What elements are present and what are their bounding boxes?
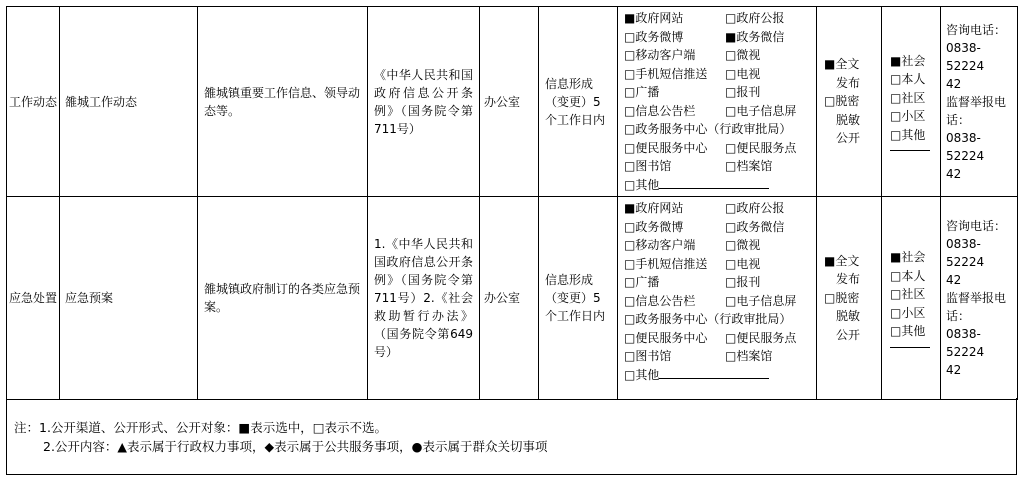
time-limit-cell-text: 信息形成（变更）5个工作日内 [545, 273, 606, 323]
object-cell [882, 197, 941, 400]
department-cell-text: 办公室 [484, 291, 521, 305]
form-option: 脱敏 [836, 309, 861, 324]
channel-option: □报刊 [725, 85, 761, 99]
channel-option: □信息公告栏 [624, 103, 696, 118]
disclosure-table [6, 6, 1018, 400]
contact-line: 42 [946, 363, 962, 377]
contact-line: 话： [946, 309, 971, 323]
channel-other-label: □其他 [624, 367, 660, 382]
form-option: 公开 [836, 327, 861, 342]
object-other-blank [890, 150, 930, 151]
channel-option: ■政务微信 [725, 29, 785, 44]
form-option: ■全文 [824, 253, 860, 268]
time-limit-cell-text: 信息形成（变更）5个工作日内 [545, 76, 606, 127]
contact-line: 咨询电话： [946, 22, 1007, 37]
object-cell [882, 7, 941, 197]
notes-section [6, 398, 1017, 475]
table-row [7, 197, 1018, 400]
object-option: □社区 [890, 287, 926, 302]
channel-row [624, 83, 816, 102]
object-option: □其他 [890, 127, 926, 142]
channel-row [624, 102, 816, 121]
contact-line: 0838-52224 [946, 40, 985, 73]
form-option: □脱密 [824, 290, 860, 305]
object-option: □社区 [890, 90, 926, 105]
basis-cell [368, 7, 480, 197]
object-option: ■社会 [890, 250, 926, 265]
channel-option: □移动客户端 [624, 238, 696, 252]
channel-other-row [624, 366, 816, 385]
channel-option: □电视 [725, 256, 761, 271]
channel-list [624, 9, 816, 194]
channel-row [624, 199, 816, 218]
content-cell-text: 雒城镇政府制订的各类应急预案。 [204, 282, 361, 314]
item-name-cell-text: 应急预案 [65, 291, 114, 305]
channel-option: □信息公告栏 [624, 293, 696, 308]
object-option: □小区 [890, 109, 926, 124]
channel-row [624, 236, 816, 255]
item-name-cell [60, 197, 198, 400]
channel-option: □手机短信推送 [624, 256, 708, 271]
basis-cell-text: 1.《中华人民共和国政府信息公开条例》（国务院令第711号）2.《社会救助暂行办法》（国务院令第649号） [374, 237, 473, 359]
form-option: 公开 [836, 131, 861, 146]
contact-line: 监督举报电 [946, 291, 1007, 305]
time-limit-cell [539, 7, 618, 197]
channels-cell [618, 7, 817, 197]
channel-other-row [624, 176, 816, 195]
object-option: □其他 [890, 324, 926, 339]
form-option: □脱密 [824, 94, 860, 109]
object-other-blank [890, 347, 930, 348]
channel-option: ■政府网站 [624, 11, 684, 25]
channel-option: □档案馆 [725, 159, 773, 173]
department-cell [480, 7, 539, 197]
channel-option: □微视 [725, 238, 761, 252]
channel-other-blank [659, 176, 769, 189]
channel-option: □档案馆 [725, 349, 773, 363]
channel-row [624, 292, 816, 311]
channel-option: ■政府网站 [624, 201, 684, 215]
channel-option: □电子信息屏 [725, 293, 797, 308]
contact-line: 0838-52224 [946, 130, 985, 163]
object-option: □本人 [890, 268, 926, 283]
channel-option: □微视 [725, 48, 761, 62]
channel-option: □报刊 [725, 275, 761, 289]
category-cell-text: 应急处置 [8, 291, 57, 305]
channel-option: □政务微博 [624, 29, 684, 44]
contact-cell [941, 197, 1018, 400]
channel-option: □移动客户端 [624, 48, 696, 62]
channel-option: □广播 [624, 85, 660, 99]
channel-other-blank [659, 366, 769, 379]
contact-line: 咨询电话： [946, 219, 1007, 233]
category-cell [7, 197, 60, 400]
channel-option: □政务服务中心（行政审批局） [624, 312, 792, 326]
form-cell [817, 7, 882, 197]
channel-option: □便民服务中心 [624, 140, 708, 155]
channel-option: □便民服务点 [725, 140, 797, 155]
contact-line: 42 [946, 76, 962, 91]
form-option: 发布 [836, 75, 861, 90]
basis-cell [368, 197, 480, 400]
time-limit-cell [539, 197, 618, 400]
channel-row [624, 218, 816, 237]
channel-row [624, 347, 816, 366]
item-name-cell-text: 雒城工作动态 [65, 94, 138, 109]
channel-option: □政府公报 [725, 201, 785, 215]
contact-line: 42 [946, 273, 962, 287]
channel-row [624, 120, 816, 139]
channel-row [624, 157, 816, 176]
channel-list [624, 199, 816, 384]
contact-line: 监督举报电 [946, 94, 1007, 109]
channels-cell [618, 197, 817, 400]
item-name-cell [60, 7, 198, 197]
channel-option: □手机短信推送 [624, 66, 708, 81]
contact-line: 话： [946, 112, 971, 127]
department-cell-text: 办公室 [484, 94, 521, 109]
channel-row [624, 65, 816, 84]
channel-option: □电视 [725, 66, 761, 81]
contact-line: 0838-52224 [946, 237, 985, 269]
channel-option: □政务服务中心（行政审批局） [624, 122, 792, 136]
department-cell [480, 197, 539, 400]
table-row [7, 7, 1018, 197]
content-cell-text: 雒城镇重要工作信息、领导动态等。 [204, 85, 361, 118]
note-line-2: 2.公开内容：▲表示属于行政权力事项，◆表示属于公共服务事项，●表示属于群众关切事项 [43, 439, 548, 454]
contact-cell [941, 7, 1018, 197]
channel-row [624, 310, 816, 329]
channel-option: □广播 [624, 275, 660, 289]
form-cell [817, 197, 882, 400]
channel-row [624, 139, 816, 158]
content-cell [198, 197, 368, 400]
content-cell [198, 7, 368, 197]
channel-option: □政务微信 [725, 219, 785, 234]
channel-row [624, 273, 816, 292]
object-option: □小区 [890, 305, 926, 320]
channel-row [624, 28, 816, 47]
contact-line: 0838-52224 [946, 327, 985, 359]
channel-option: □图书馆 [624, 349, 672, 363]
note-line-1: 注：1.公开渠道、公开形式、公开对象：■表示选中，□表示不选。 [14, 420, 388, 435]
channel-other-label: □其他 [624, 177, 660, 192]
channel-option: □图书馆 [624, 159, 672, 173]
channel-option: □便民服务中心 [624, 330, 708, 345]
form-option: ■全文 [824, 57, 860, 72]
channel-option: □便民服务点 [725, 330, 797, 345]
channel-row [624, 255, 816, 274]
basis-cell-text: 《中华人民共和国政府信息公开条例》（国务院令第711号） [374, 67, 473, 136]
form-option: 发布 [836, 272, 861, 287]
channel-row [624, 9, 816, 28]
object-option: ■社会 [890, 53, 926, 68]
object-option: □本人 [890, 72, 926, 87]
channel-row [624, 329, 816, 348]
channel-option: □政府公报 [725, 11, 785, 25]
form-option: 脱敏 [836, 112, 861, 127]
channel-option: □政务微博 [624, 219, 684, 234]
category-cell-text: 工作动态 [8, 94, 57, 109]
contact-line: 42 [946, 166, 962, 181]
category-cell [7, 7, 60, 197]
channel-row [624, 46, 816, 65]
channel-option: □电子信息屏 [725, 103, 797, 118]
